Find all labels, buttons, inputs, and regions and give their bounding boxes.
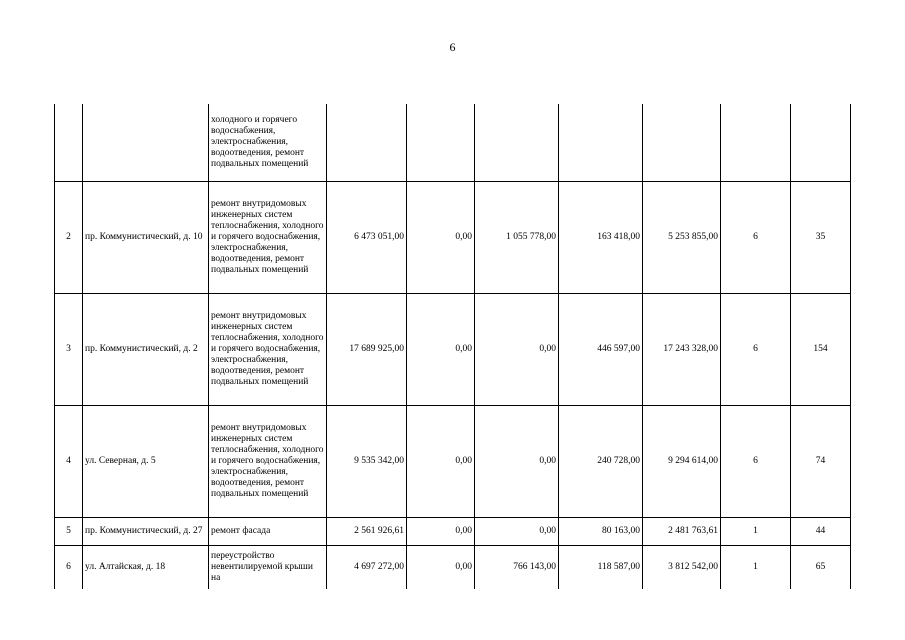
fund-3-cell: 240 728,00 bbox=[559, 405, 643, 517]
term-cell: 1 bbox=[721, 517, 791, 545]
page-number: 6 bbox=[449, 40, 456, 54]
term-cell: 6 bbox=[721, 405, 791, 517]
row-number-cell bbox=[55, 104, 83, 181]
fund-2-cell: 1 055 778,00 bbox=[475, 181, 559, 293]
fund-1-cell: 0,00 bbox=[407, 517, 475, 545]
count-cell bbox=[791, 104, 851, 181]
row-number-cell: 4 bbox=[55, 405, 83, 517]
total-cost-cell: 9 535 342,00 bbox=[327, 405, 407, 517]
term-cell: 6 bbox=[721, 181, 791, 293]
fund-2-cell: 0,00 bbox=[475, 517, 559, 545]
total-cost-cell: 17 689 925,00 bbox=[327, 293, 407, 405]
fund-3-cell bbox=[559, 104, 643, 181]
work-type-cell: холодного и горячего водоснабжения, электроснабжения, водоотведения, ремонт подвальных помещений bbox=[209, 104, 327, 181]
fund-4-cell bbox=[643, 104, 721, 181]
fund-1-cell: 0,00 bbox=[407, 405, 475, 517]
total-cost-cell: 2 561 926,61 bbox=[327, 517, 407, 545]
row-number-cell: 5 bbox=[55, 517, 83, 545]
address-cell: ул. Северная, д. 5 bbox=[83, 405, 209, 517]
row-number-cell: 3 bbox=[55, 293, 83, 405]
table-row bbox=[55, 517, 851, 545]
fund-2-cell bbox=[475, 104, 559, 181]
fund-1-cell: 0,00 bbox=[407, 181, 475, 293]
term-cell: 6 bbox=[721, 293, 791, 405]
fund-4-cell: 3 812 542,00 bbox=[643, 545, 721, 589]
fund-2-cell: 766 143,00 bbox=[475, 545, 559, 589]
address-cell: ул. Алтайская, д. 18 bbox=[83, 545, 209, 589]
total-cost-cell bbox=[327, 104, 407, 181]
work-type-cell: ремонт фасада bbox=[209, 517, 327, 545]
fund-4-cell: 9 294 614,00 bbox=[643, 405, 721, 517]
work-type-cell: ремонт внутридомовых инженерных систем теплоснабжения, холодного и горячего водоснабжения, электроснабжения, водоотведения, ремонт подвальных помещений bbox=[209, 405, 327, 517]
fund-2-cell: 0,00 bbox=[475, 293, 559, 405]
term-cell bbox=[721, 104, 791, 181]
fund-3-cell: 80 163,00 bbox=[559, 517, 643, 545]
table-row bbox=[55, 104, 851, 181]
address-cell: пр. Коммунистический, д. 2 bbox=[83, 293, 209, 405]
fund-1-cell bbox=[407, 104, 475, 181]
fund-1-cell: 0,00 bbox=[407, 545, 475, 589]
work-type-cell: переустройство невентилируемой крыши на bbox=[209, 545, 327, 589]
work-type-cell: ремонт внутридомовых инженерных систем теплоснабжения, холодного и горячего водоснабжения, электроснабжения, водоотведения, ремонт подвальных помещений bbox=[209, 181, 327, 293]
works-table bbox=[54, 104, 851, 589]
total-cost-cell: 6 473 051,00 bbox=[327, 181, 407, 293]
fund-3-cell: 163 418,00 bbox=[559, 181, 643, 293]
table-row bbox=[55, 293, 851, 405]
work-type-cell: ремонт внутридомовых инженерных систем теплоснабжения, холодного и горячего водоснабжения, электроснабжения, водоотведения, ремонт подвальных помещений bbox=[209, 293, 327, 405]
total-cost-cell: 4 697 272,00 bbox=[327, 545, 407, 589]
table-row bbox=[55, 181, 851, 293]
fund-4-cell: 5 253 855,00 bbox=[643, 181, 721, 293]
row-number-cell: 2 bbox=[55, 181, 83, 293]
count-cell: 74 bbox=[791, 405, 851, 517]
address-cell bbox=[83, 104, 209, 181]
count-cell: 44 bbox=[791, 517, 851, 545]
fund-2-cell: 0,00 bbox=[475, 405, 559, 517]
fund-4-cell: 2 481 763,61 bbox=[643, 517, 721, 545]
term-cell: 1 bbox=[721, 545, 791, 589]
count-cell: 65 bbox=[791, 545, 851, 589]
table-body bbox=[55, 104, 851, 589]
count-cell: 154 bbox=[791, 293, 851, 405]
fund-1-cell: 0,00 bbox=[407, 293, 475, 405]
table-row bbox=[55, 405, 851, 517]
fund-3-cell: 118 587,00 bbox=[559, 545, 643, 589]
count-cell: 35 bbox=[791, 181, 851, 293]
address-cell: пр. Коммунистический, д. 10 bbox=[83, 181, 209, 293]
table-row bbox=[55, 545, 851, 589]
address-cell: пр. Коммунистический, д. 27 bbox=[83, 517, 209, 545]
fund-3-cell: 446 597,00 bbox=[559, 293, 643, 405]
row-number-cell: 6 bbox=[55, 545, 83, 589]
fund-4-cell: 17 243 328,00 bbox=[643, 293, 721, 405]
